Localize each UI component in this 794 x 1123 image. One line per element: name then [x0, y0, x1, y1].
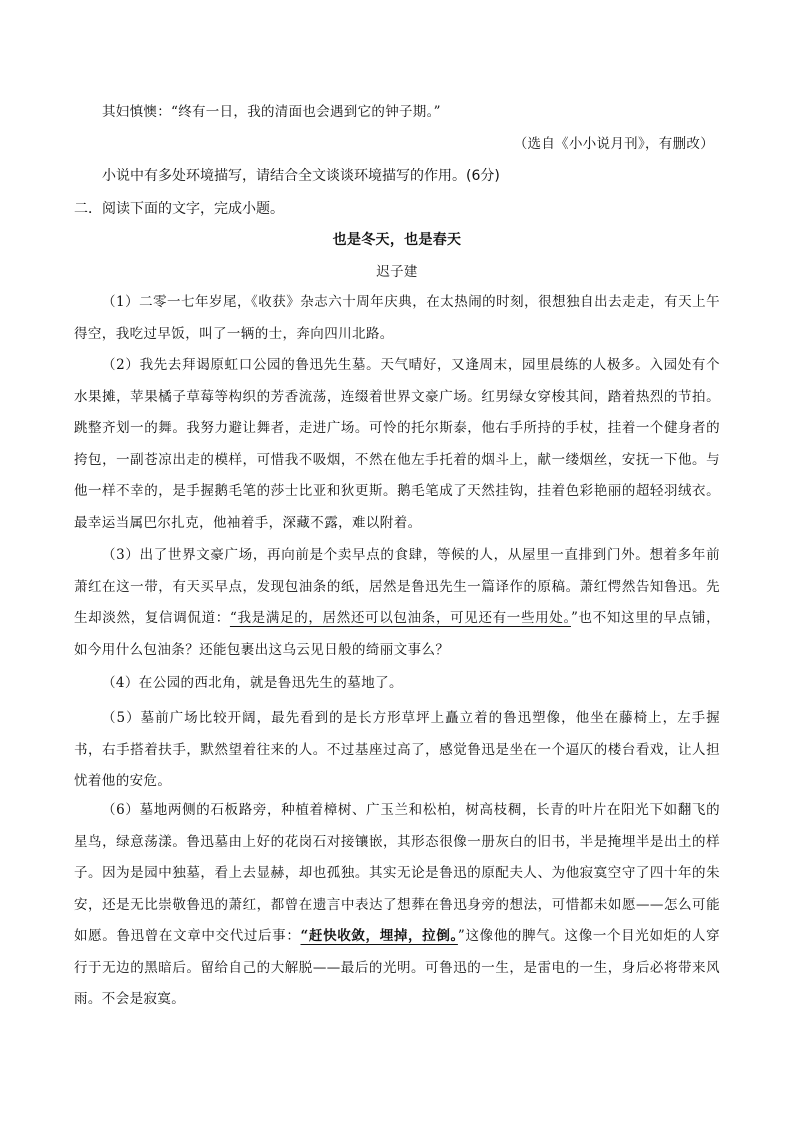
paragraph-3-underlined-quote: “我是满足的，居然还可以包油条，可见还有一些用处。: [229, 610, 571, 626]
article-author: 迟子建: [376, 264, 418, 280]
paragraph-6-underlined-quote: “赶快收敛，埋掉，拉倒。: [300, 928, 458, 944]
paragraph-6: [74, 795, 720, 1016]
section-heading: 二．阅读下面的文字，完成小题。: [74, 201, 284, 217]
question-text: 小说中有多处环境描写，请结合全文谈谈环境描写的作用。(6分): [102, 168, 500, 184]
paragraph-5: （5）墓前广场比较开阔，最先看到的是长方形草坪上矗立着的鲁迅塑像，他坐在藤椅上，左手握书，右手搭着扶手，默然望着往来的人。不过基座过高了，感觉鲁迅是坐在一个逼仄的楼台看戏，让人担忧着他的安危。: [74, 710, 720, 789]
paragraph-4: （4）在公园的西北角，就是鲁迅先生的墓地了。: [102, 675, 403, 691]
paragraph-1: （1）二零一七年岁尾，《收获》杂志六十周年庆典，在太热闹的时刻，很想独自出去走走，有天上午得空，我吃过早饭，叫了一辆的士，奔向四川北路。: [74, 294, 720, 342]
paragraph-6-text-b: ”这像他的脾气。这像一个目光如炬的人穿行于无边的黑暗后。留给自己的大解脱——最后的光明。可鲁迅的一生，是雷电的一生，身后必将带来风雨。不会是寂寞。: [74, 928, 720, 1007]
paragraph-2: （2）我先去拜谒原虹口公园的鲁迅先生墓。天气晴好，又逢周末，园里晨练的人极多。入园处有个水果摊，苹果橘子草莓等构织的芳香流荡，连缀着世界文豪广场。红男绿女穿梭其间，踏着热烈的节拍。跳整齐划一的舞。我努力避让舞者，走进广场。可怜的托尔斯泰，他右手所持的手杖，挂着一个健身者的挎包，一副苍凉出走的模样，可惜我不吸烟，不然在他左手托着的烟斗上，献一缕烟丝，安抚一下他。与他一样不幸的，是手握鹅毛笔的莎士比亚和狄更斯。鹅毛笔成了天然挂钩，挂着色彩艳丽的超轻羽绒衣。最幸运当属巴尔扎克，他袖着手，深藏不露，难以附着。: [74, 357, 721, 531]
paragraph-3: [74, 540, 720, 666]
article-title: 也是冬天，也是春天: [332, 232, 462, 248]
top-quote: 其妇慎懊：“终有一日，我的清面也会遇到它的钟子期。”: [102, 104, 441, 120]
paragraph-3-text-a: （3）出了世界文豪广场，再向前是个卖早点的食肆，等候的人，从屋里一直排到门外。想着多年前萧红在这一带，有天买早点，发现包油条的纸，居然是鲁迅先生一篇译作的原稿。萧红愕然告知鲁迅。先生却淡然，复信调侃道：: [74, 547, 721, 626]
paragraph-3-text-b: ”也不知这里的早点铺，如今用什么包油条？还能包裹出这乌云见日般的绮丽文事么？: [74, 610, 720, 658]
paragraph-6-text-a: （6）墓地两侧的石板路旁，种植着樟树、广玉兰和松柏，树高枝稠，长青的叶片在阳光下如翻飞的星鸟，绿意荡漾。鲁迅墓由上好的花岗石对接镶嵌，其形态很像一册灰白的旧书，半是掩埋半是出土的样子。因为是园中独墓，看上去显赫，却也孤独。其实无论是鲁迅的原配夫人、为他寂寞空守了四十年的朱安，还是无比崇敬鲁迅的萧红，都曾在遗言中表达了想葬在鲁迅身旁的想法，可惜都未如愿——怎么可能如愿。鲁迅曾在文章中交代过后事：: [74, 802, 721, 944]
source-note: （选自《小小说月刊》，有删改）: [513, 136, 714, 152]
